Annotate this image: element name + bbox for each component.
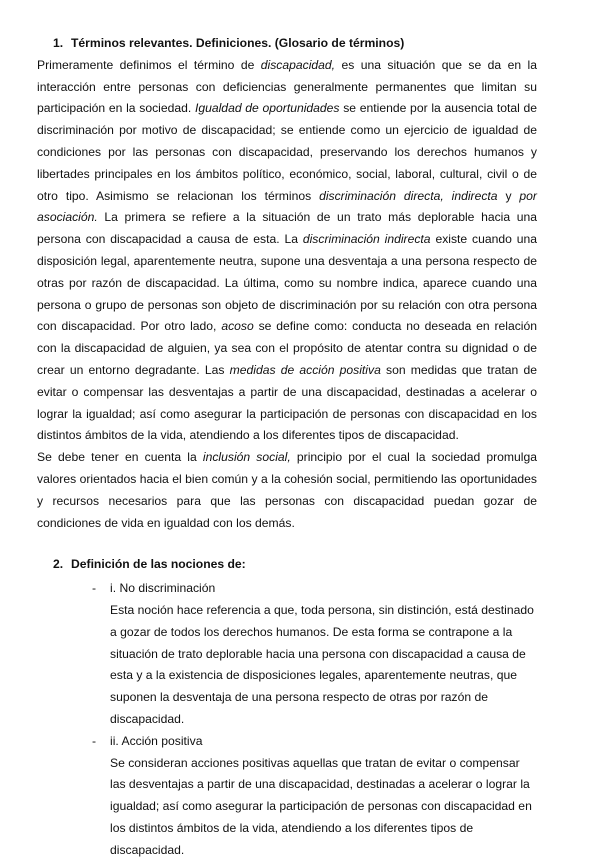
text-run: principio por el cual la sociedad promulga valores orientados hacia el bien común y a la cohesión social, permitiendo las oportunidades y recursos necesarios para que las personas con discapacidad puedan gozar de condiciones de vida en igualdad con los demás. bbox=[37, 450, 537, 529]
list-item bbox=[37, 731, 537, 861]
list-bullet-dash: - bbox=[92, 578, 96, 600]
italic-term: inclusión social, bbox=[203, 450, 291, 464]
list-item-body: Esta noción hace referencia a que, toda persona, sin distinción, está destinado a gozar de todos los derechos humanos. De esta forma se contrapone a la situación de trato deplorable hacia una persona con discapacidad a causa de esta y a la existencia de disposiciones legales, aparentemente neutras, que suponen la desventaja de una persona respecto de otras por razón de discapacidad. bbox=[110, 600, 537, 731]
text-run: y bbox=[498, 189, 520, 203]
text-run: Primeramente definimos el término de bbox=[37, 58, 261, 72]
section-1-number: 1. bbox=[53, 33, 71, 55]
list-item-title: ii. Acción positiva bbox=[110, 731, 537, 753]
text-run: se define como: conducta no deseada en relación con la discapacidad de alguien, ya sea con el propósito de atentar contra su dignidad o de crear un entorno degradante. Las bbox=[37, 319, 537, 377]
text-run: La primera se refiere a la situación de un trato más deplorable hacia una persona con discapacidad a causa de esta. La bbox=[37, 210, 537, 246]
text-run: es una situación que se da en la interacción entre personas con deficiencias generalmente permanentes que limitan su participación en la sociedad. bbox=[37, 58, 537, 116]
italic-term: acoso bbox=[221, 319, 253, 333]
text-run: existe cuando una disposición legal, aparentemente neutra, supone una desventaja a una persona respecto de otras por razón de discapacidad. La última, como su nombre indica, aparece cuando una persona o grupo de personas son objeto de discriminación por su relación con otra persona con discapacidad. Por otro lado, bbox=[37, 232, 537, 333]
italic-term: medidas de acción positiva bbox=[230, 363, 381, 377]
list-item-body: Se consideran acciones positivas aquellas que tratan de evitar o compensar las desventajas a partir de una discapacidad, destinadas a acelerar o lograr la igualdad; así como asegurar la participación de personas con discapacidad en los distintos ámbitos de la vida, atendiendo a los diferentes tipos de discapacidad. bbox=[110, 753, 537, 861]
definitions-list bbox=[37, 578, 537, 861]
section-2-title: Definición de las nociones de: bbox=[71, 554, 246, 576]
italic-term: discapacidad, bbox=[261, 58, 335, 72]
italic-term: discriminación indirecta bbox=[303, 232, 431, 246]
text-run: se entiende por la ausencia total de discriminación por motivo de discapacidad; se entiende como un ejercicio de igualdad de condiciones por las personas con discapacidad, preservando los derechos humanos y libertades principales en los ámbitos político, económico, social, laboral, cultural, civil o de otro tipo. Asimismo se relacionan los términos bbox=[37, 101, 537, 202]
section-1-heading bbox=[37, 33, 537, 55]
section-2-heading bbox=[37, 554, 537, 576]
section-1-title: Términos relevantes. Definiciones. (Glosario de términos) bbox=[71, 33, 404, 55]
section-1-paragraph-1 bbox=[37, 55, 537, 447]
section-2-number: 2. bbox=[53, 554, 71, 576]
italic-term: por asociación. bbox=[37, 189, 537, 225]
italic-term: Igualdad de oportunidades bbox=[195, 101, 340, 115]
text-run: Se debe tener en cuenta la bbox=[37, 450, 203, 464]
italic-term: discriminación directa, indirecta bbox=[319, 189, 497, 203]
list-bullet-dash: - bbox=[92, 731, 96, 753]
text-run: son medidas que tratan de evitar o compensar las desventajas a partir de una discapacidad, destinadas a acelerar o lograr la igualdad; así como asegurar la participación de personas con discapacidad en los distintos ámbitos de la vida, atendiendo a los diferentes tipos de discapacidad. bbox=[37, 363, 537, 442]
list-item-title: i. No discriminación bbox=[110, 578, 537, 600]
section-1-paragraph-2 bbox=[37, 447, 537, 534]
list-item bbox=[37, 578, 537, 731]
